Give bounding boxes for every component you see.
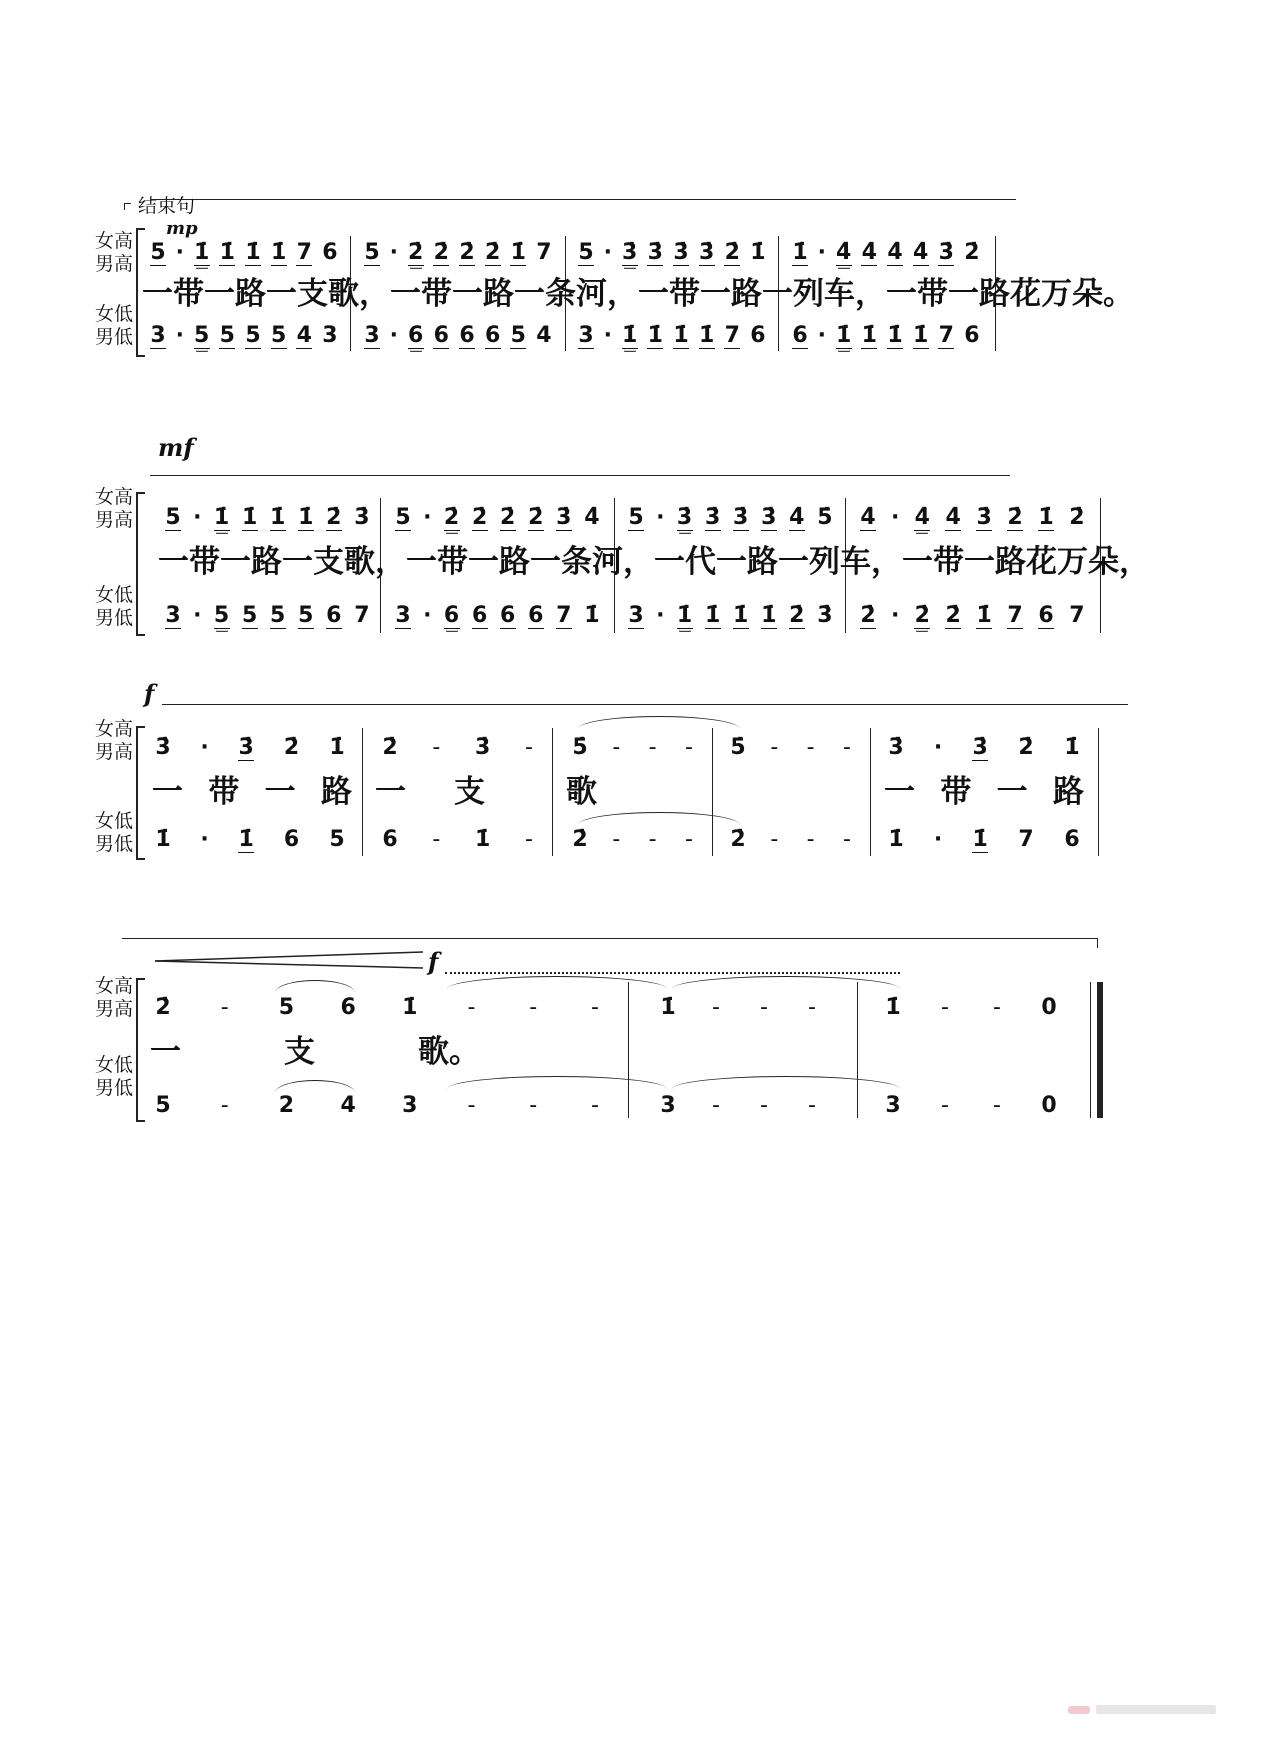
dot: · — [603, 323, 613, 348]
dot: · — [175, 323, 185, 348]
part-label-upper: 女高 男高 — [94, 230, 133, 275]
note: 6 — [326, 602, 342, 628]
note: 3̇ — [354, 505, 370, 530]
measure — [572, 728, 697, 768]
note: 2̇ — [572, 827, 588, 852]
note: 1̇ — [213, 504, 230, 530]
fermata-extension-line — [445, 972, 900, 974]
note: 3̇ — [647, 239, 663, 265]
section-label: 结束句 — [138, 195, 196, 217]
note: 7 — [724, 322, 740, 348]
lyric-measure — [150, 1030, 480, 1074]
upper-voice-row — [0, 988, 1278, 1028]
measure — [578, 233, 766, 273]
dot: · — [389, 240, 399, 265]
dash: - — [806, 735, 815, 760]
note: 2̇ — [459, 239, 475, 265]
note: 3̇ — [704, 504, 721, 530]
note: 1̇ — [647, 322, 663, 348]
note: 1̇ — [1038, 504, 1054, 530]
dash: - — [612, 827, 621, 852]
dash: - — [808, 1093, 816, 1118]
measure — [155, 820, 345, 860]
lyric: 一 — [152, 774, 183, 810]
part-label-upper: 女高 男高 — [94, 718, 133, 763]
measure — [155, 988, 603, 1028]
note: 2̇ — [789, 602, 805, 628]
note: 7 — [536, 240, 552, 265]
dash: - — [525, 827, 533, 852]
lyric: ，一带一路一条河 — [359, 276, 607, 312]
dot: · — [193, 603, 202, 628]
dash: - — [467, 995, 476, 1020]
measure — [150, 233, 338, 273]
note: 2̇ — [500, 504, 516, 530]
note: 2̇ — [443, 504, 460, 530]
note: 5̇ — [730, 735, 746, 760]
note: 1̇ — [704, 602, 721, 628]
note: 2̇ — [471, 504, 488, 530]
note: 6 — [408, 322, 424, 348]
lyric: 一 — [150, 1034, 181, 1070]
note: 1̇ — [836, 322, 852, 348]
system-2-top-line — [150, 475, 1010, 476]
note: 5 — [270, 322, 287, 348]
note: 5 — [395, 504, 411, 530]
measure — [885, 1086, 1057, 1126]
lower-voice-row — [0, 820, 1278, 860]
measure — [395, 596, 600, 636]
system-1-top-line — [150, 199, 1016, 200]
lyric: 带 — [940, 774, 972, 810]
dot: · — [933, 735, 943, 760]
note: 2̇ — [382, 735, 398, 760]
note: 4̇ — [861, 239, 877, 265]
measure — [660, 988, 820, 1028]
note: 1̇ — [750, 240, 766, 265]
note: 3̇ — [556, 504, 572, 530]
dash: - — [806, 827, 815, 852]
note: 7 — [1018, 827, 1034, 852]
note: 7 — [1069, 603, 1085, 628]
note: 3̇ — [972, 734, 988, 760]
dot: · — [817, 240, 827, 265]
measure — [888, 728, 1080, 768]
note: 3̇ — [155, 735, 171, 760]
lower-voice-row — [0, 1086, 1278, 1126]
measure — [792, 316, 980, 356]
note: 1̇ — [622, 322, 638, 348]
measure — [660, 1086, 820, 1126]
upper-voice-row — [0, 498, 1278, 538]
dot: · — [175, 240, 185, 265]
note: 4̇ — [860, 504, 876, 530]
dash: - — [467, 1093, 476, 1118]
note: 5 — [298, 602, 314, 628]
measure — [150, 316, 338, 356]
note: 1̇ — [238, 826, 254, 852]
dot: · — [656, 603, 665, 628]
note: 3̇ — [676, 504, 693, 530]
dash: - — [220, 1093, 229, 1118]
part-label-lower: 女低 男低 — [94, 303, 133, 348]
note: 1̇ — [912, 322, 929, 348]
lyric-line — [158, 540, 1150, 584]
part-label-lower: 女低 男低 — [94, 584, 133, 629]
note: 1̇ — [329, 735, 345, 760]
note: 5 — [219, 322, 235, 348]
note: 1̇ — [270, 239, 287, 265]
note: 1̇ — [761, 602, 777, 628]
note: 6 — [283, 827, 300, 852]
note: 1̇ — [1064, 735, 1080, 760]
note: 2̇ — [155, 995, 171, 1020]
dash: - — [770, 735, 779, 760]
dash: - — [993, 1093, 1001, 1118]
note: 5 — [241, 602, 258, 628]
dot: · — [656, 505, 665, 530]
lyric: ，一带一路花万朵， — [871, 544, 1150, 580]
note: 6 — [1064, 827, 1080, 852]
note: 2̇ — [1018, 735, 1034, 760]
measure — [578, 316, 766, 356]
dash: - — [590, 1093, 599, 1118]
note: 2̇ — [283, 735, 300, 760]
note: 1̇ — [241, 504, 258, 530]
lyric: ，一带一路花万朵。 — [855, 276, 1134, 312]
measure — [860, 498, 1085, 538]
note: 5 — [278, 995, 295, 1020]
note: 5 — [578, 239, 594, 265]
note: 7 — [296, 239, 312, 265]
part-label-lower: 女低 男低 — [94, 810, 133, 855]
dash: - — [941, 995, 949, 1020]
dash: - — [770, 827, 779, 852]
note: 1̇ — [673, 322, 689, 348]
measure — [155, 1086, 603, 1126]
note: 1̇ — [888, 827, 904, 852]
note: 5 — [270, 602, 286, 628]
note: 5̇ — [572, 735, 588, 760]
note: 1̇ — [976, 602, 992, 628]
lyric: 一 — [264, 774, 296, 810]
note: 1̇ — [676, 602, 693, 628]
note: 4̇ — [912, 239, 929, 265]
dynamic-mp: mp — [166, 218, 198, 239]
note: 6 — [528, 602, 544, 628]
note: 4̇ — [887, 239, 903, 265]
note: 2 — [278, 1093, 295, 1118]
note: 3 — [395, 602, 411, 628]
note: 1̇ — [792, 239, 808, 265]
note: 3̇ — [888, 735, 904, 760]
measure — [730, 728, 855, 768]
note: 6 — [322, 240, 338, 265]
lyric: 一 — [375, 774, 406, 810]
note: 6 — [433, 322, 449, 348]
measure — [572, 820, 697, 860]
note: 5 — [213, 602, 230, 628]
system-3-top-line — [162, 704, 1128, 705]
dynamic-mf: mf — [158, 433, 194, 462]
dash: - — [529, 1093, 538, 1118]
note: 6 — [1038, 602, 1054, 628]
dot: · — [389, 323, 399, 348]
dot: · — [890, 505, 900, 530]
measure — [382, 728, 537, 768]
note: 2̇ — [433, 239, 449, 265]
part-label-upper: 女高 男高 — [94, 975, 133, 1020]
measure — [730, 820, 855, 860]
note: 1̇ — [584, 603, 600, 628]
note: 6 — [340, 995, 356, 1020]
dynamic-f: f — [428, 947, 439, 976]
note: 2̇ — [860, 602, 876, 628]
note: 3̇ — [475, 735, 491, 760]
lyric: 带 — [208, 774, 240, 810]
note: 0 — [1041, 995, 1057, 1020]
note: 3 — [578, 322, 594, 348]
part-label-lower: 女低 男低 — [94, 1054, 133, 1099]
note: 1̇ — [194, 239, 210, 265]
note: 1̇ — [402, 995, 418, 1020]
measure — [364, 233, 552, 273]
note: 7 — [354, 603, 370, 628]
note: 3̇ — [622, 239, 638, 265]
dash: - — [525, 735, 533, 760]
lyric: 支 — [284, 1034, 315, 1070]
dash: - — [760, 1093, 768, 1118]
note: 5 — [194, 322, 210, 348]
lower-voice-row — [0, 316, 1278, 356]
note: 7 — [556, 602, 572, 628]
measure — [885, 988, 1057, 1028]
lower-voice-row — [0, 596, 1278, 636]
dash: - — [432, 827, 441, 852]
measure — [382, 820, 537, 860]
note: 5 — [150, 239, 166, 265]
note: 1̇ — [733, 602, 749, 628]
note: 2̇ — [724, 239, 740, 265]
note: 4̇ — [945, 504, 961, 530]
part-label-upper: 女高 男高 — [94, 486, 133, 531]
dot: · — [200, 827, 209, 852]
measure — [155, 728, 345, 768]
lyric: 路 — [1052, 774, 1084, 810]
note: 3 — [660, 1093, 676, 1118]
dash: - — [760, 995, 768, 1020]
note: 3̇ — [938, 239, 954, 265]
note: 3̇ — [817, 603, 833, 628]
note: 4 — [536, 323, 552, 348]
note: 3 — [165, 602, 181, 628]
measure — [888, 820, 1080, 860]
note: 1̇ — [270, 504, 286, 530]
note: 6 — [500, 602, 516, 628]
lyric-measure — [566, 770, 626, 814]
note: 6 — [471, 602, 488, 628]
note: 6 — [750, 323, 766, 348]
lyric-measure — [375, 770, 485, 814]
note: 2̇ — [1069, 505, 1085, 530]
note: 2̇ — [945, 602, 961, 628]
dash: - — [685, 735, 693, 760]
dot: · — [200, 735, 209, 760]
note: 1̇ — [510, 239, 526, 265]
note: 1̇ — [887, 322, 903, 348]
note: 4̇ — [836, 239, 852, 265]
note: 4̇ — [584, 505, 600, 530]
note: 2̇ — [408, 239, 424, 265]
note: 2̇ — [528, 504, 544, 530]
note: 1̇ — [885, 995, 901, 1020]
note: 4̇ — [789, 504, 805, 530]
note: 6 — [459, 322, 475, 348]
dash: - — [648, 827, 657, 852]
note: 1̇ — [972, 826, 988, 852]
lyric: ，一代一路一列车 — [623, 544, 871, 580]
measure — [628, 596, 833, 636]
lyric: 路 — [320, 774, 352, 810]
dot: · — [890, 603, 900, 628]
dot: · — [603, 240, 613, 265]
measure — [165, 596, 370, 636]
lyric: 歌。 — [418, 1034, 480, 1070]
note: 7 — [938, 322, 954, 348]
dot: · — [817, 323, 827, 348]
measure — [792, 233, 980, 273]
note: 1̇ — [861, 322, 877, 348]
measure — [395, 498, 600, 538]
measure — [628, 498, 833, 538]
dot: · — [193, 505, 202, 530]
measure — [364, 316, 552, 356]
lyric: ，一带一路一条河 — [375, 544, 623, 580]
note: 3̇ — [698, 239, 715, 265]
lyric: ，一带一路一列车 — [607, 276, 855, 312]
note: 3̇ — [761, 504, 777, 530]
note: 1̇ — [660, 995, 676, 1020]
note: 5 — [510, 322, 526, 348]
lyric-measure — [152, 770, 352, 814]
note: 1̇ — [298, 504, 314, 530]
note: 2̇ — [964, 240, 980, 265]
watermark-logo — [1068, 1702, 1218, 1716]
note: 3 — [885, 1093, 901, 1118]
note: 3 — [322, 323, 338, 348]
note: 6 — [964, 323, 980, 348]
upper-voice-row — [0, 728, 1278, 768]
note: 3 — [628, 602, 644, 628]
note: 5 — [628, 504, 644, 530]
lyric: 一带一路一支歌 — [142, 276, 359, 312]
system-4-top-line — [122, 938, 1098, 939]
lyric-line — [142, 272, 1134, 316]
dash: - — [590, 995, 599, 1020]
note: 3 — [150, 322, 166, 348]
measure — [165, 498, 370, 538]
dash: - — [808, 995, 816, 1020]
note: 2̇ — [484, 239, 501, 265]
note: 1̇ — [155, 827, 171, 852]
note: 1̇ — [475, 827, 491, 852]
lyric: 一带一路一支歌 — [158, 544, 375, 580]
note: 2̇ — [914, 602, 930, 628]
dash: - — [612, 735, 621, 760]
note: 7 — [1007, 602, 1023, 628]
note: 6 — [382, 827, 398, 852]
note: 1̇ — [245, 239, 261, 265]
note: 6 — [443, 602, 460, 628]
note: 3 — [402, 1093, 418, 1118]
crescendo-hairpin — [155, 950, 425, 972]
dash: - — [993, 995, 1001, 1020]
system-4-top-line-end — [1097, 938, 1098, 948]
upper-voice-row — [0, 233, 1278, 273]
lyric: 一 — [996, 774, 1028, 810]
note: 5 — [364, 239, 380, 265]
dash: - — [648, 735, 657, 760]
lyric: 支 — [454, 774, 485, 810]
note: 3̇ — [238, 734, 254, 760]
note: 3̇ — [673, 239, 689, 265]
note: 2̇ — [326, 504, 342, 530]
note: 6 — [484, 322, 501, 348]
note: 4̇ — [914, 504, 930, 530]
note: 5̇ — [817, 505, 833, 530]
lyric-measure — [884, 770, 1084, 814]
note: 6 — [792, 322, 808, 348]
dash: - — [432, 735, 441, 760]
lyric: 一 — [884, 774, 915, 810]
lyric: 歌 — [566, 774, 597, 810]
note: 2̇ — [1007, 504, 1023, 530]
note: 5 — [245, 322, 261, 348]
dot: · — [423, 603, 432, 628]
measure — [860, 596, 1085, 636]
dot: · — [933, 827, 943, 852]
dot: · — [423, 505, 432, 530]
note: 0 — [1041, 1093, 1057, 1118]
dash: - — [220, 995, 229, 1020]
note: 3 — [364, 322, 380, 348]
note: 5 — [329, 827, 345, 852]
note: 3̇ — [733, 504, 749, 530]
note: 4 — [296, 322, 312, 348]
note: 4 — [340, 1093, 356, 1118]
note: 5 — [165, 504, 181, 530]
dash: - — [712, 995, 720, 1020]
dash: - — [941, 1093, 949, 1118]
note: 5 — [155, 1093, 171, 1118]
note: 3̇ — [976, 504, 992, 530]
dash: - — [529, 995, 538, 1020]
dash: - — [843, 827, 851, 852]
note: 1̇ — [219, 239, 235, 265]
dash: - — [712, 1093, 720, 1118]
dash: - — [843, 735, 851, 760]
dash: - — [685, 827, 693, 852]
note: 1̇ — [698, 322, 715, 348]
note: 2̇ — [730, 827, 746, 852]
dynamic-f: f — [144, 679, 155, 708]
